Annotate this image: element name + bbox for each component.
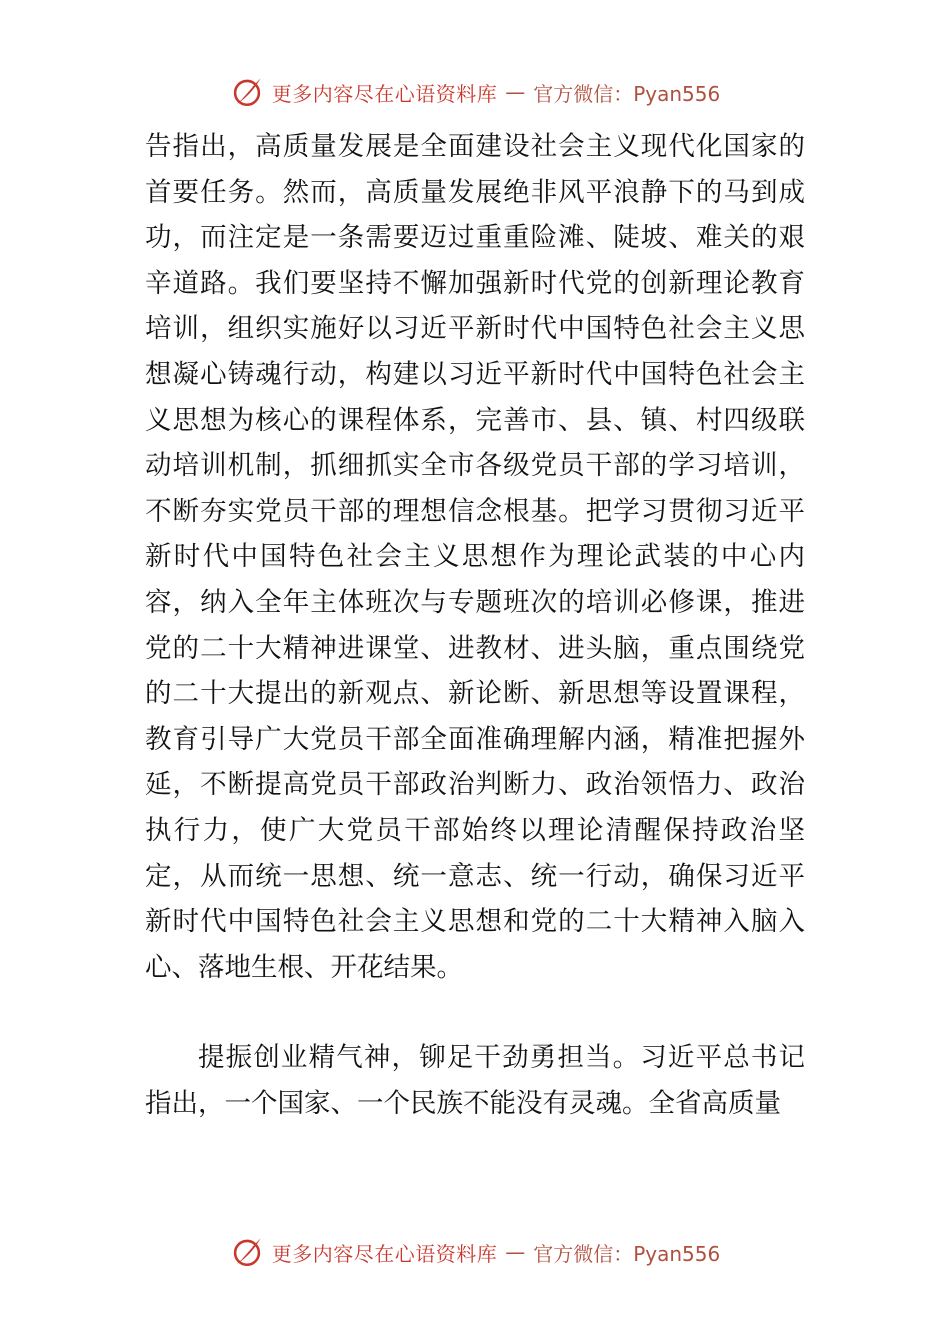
banner-wechat: 官方微信：Pyan556	[533, 81, 721, 106]
banner-dash: —	[505, 80, 526, 104]
quill-logo-icon	[230, 1235, 264, 1269]
paragraph-1: 告指出，高质量发展是全面建设社会主义现代化国家的首要任务。然而，高质量发展绝非风平浪静下的马到成功，而注定是一条需要迈过重重险滩、陡坡、难关的艰辛道路。我们要坚持不懈加强新时代党的创新理论教育培训，组织实施好以习近平新时代中国特色社会主义思想凝心铸魂行动，构建以习近平新时代中国特色社会主义思想为核心的课程体系，完善市、县、镇、村四级联动培训机制，抓细抓实全市各级党员干部的学习培训，不断夯实党员干部的理想信念根基。把学习贯彻习近平新时代中国特色社会主义思想作为理论武装的中心内容，纳入全年主体班次与专题班次的培训必修课，推进党的二十大精神进课堂、进教材、进头脑，重点围绕党的二十大提出的新观点、新论断、新思想等设置课程，教育引导广大党员干部全面准确理解内涵，精准把握外延，不断提高党员干部政治判断力、政治领悟力、政治执行力，使广大党员干部始终以理论清醒保持政治坚定，从而统一思想、统一意志、统一行动，确保习近平新时代中国特色社会主义思想和党的二十大精神入脑入心、落地生根、开花结果。	[145, 131, 805, 983]
header-banner	[0, 72, 950, 112]
banner-title: 更多内容尽在心语资料库	[271, 81, 498, 106]
document-body	[145, 124, 805, 1126]
banner-title: 更多内容尽在心语资料库	[271, 1241, 498, 1266]
footer-banner	[0, 1232, 950, 1272]
banner-dash: —	[505, 1240, 526, 1264]
paragraph-2: 提振创业精气神，铆足干劲勇担当。习近平总书记指出，一个国家、一个民族不能没有灵魂。全省高质量	[145, 1042, 805, 1119]
quill-logo-icon	[230, 75, 264, 109]
banner-wechat: 官方微信：Pyan556	[533, 1241, 721, 1266]
